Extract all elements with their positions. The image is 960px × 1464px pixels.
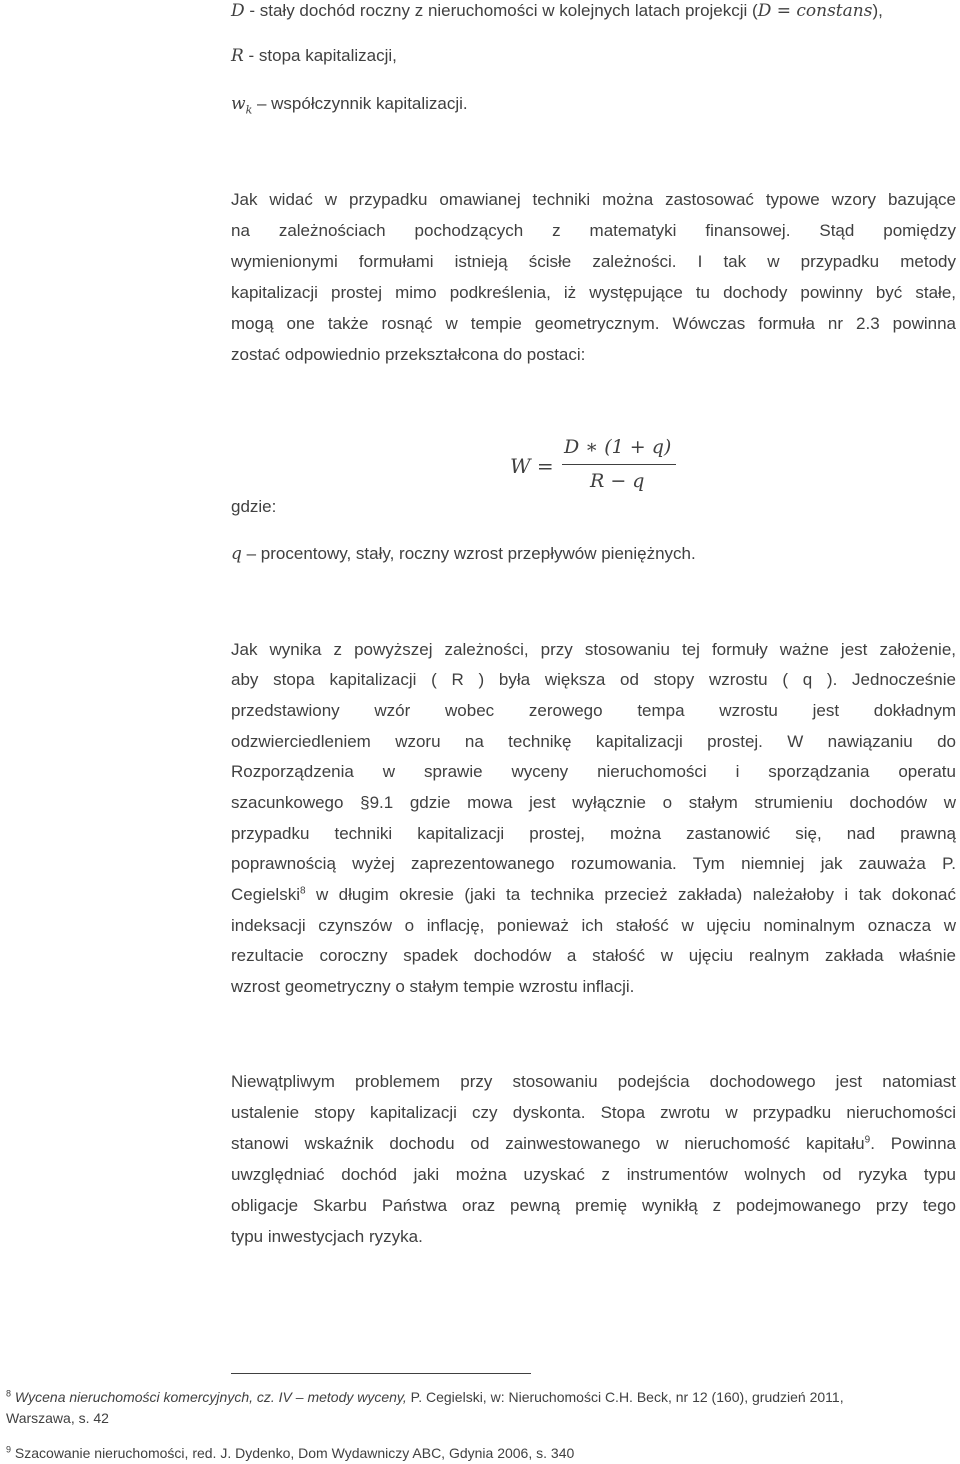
footnote-8-title: Wycena nieruchomości komercyjnych, cz. IV – metody wyceny, — [14, 1389, 407, 1405]
para2-line: poprawnością wyżej zaprezentowanego rozumowania. Tym niemniej jak zauważa P. — [231, 854, 956, 873]
para2-line: Cegielski$^8$ w długim okresie (jaki ta technika przecież zakłada) należałoby i tak dokonać — [231, 885, 956, 904]
para2-line: szacunkowego §9.1 gdzie mowa jest wyłącznie o stałym strumieniu dochodów w — [231, 793, 956, 812]
formula — [510, 432, 680, 502]
para1-line: kapitalizacji prostej mimo podkreślenia, iż występujące tu dochody powinny być stałe, — [231, 283, 956, 302]
definition-wk-text: – współczynnik kapitalizacji. — [252, 94, 468, 113]
footnote-9 — [6, 1444, 574, 1462]
para2-line: przedstawiony wzór wobec zerowego tempa wzrostu jest dokładnym — [231, 701, 956, 720]
para2-line: indeksacji czynszów o inflację, ponieważ ich stałość w ujęciu nominalnym oznacza w — [231, 916, 956, 935]
footnote-8 — [6, 1388, 844, 1406]
para2-line: Rozporządzenia w sprawie wyceny nieruchomości i sporządzania operatu — [231, 762, 956, 781]
gdzie-label: gdzie: — [231, 497, 277, 516]
para2-line: rezultacie coroczny spadek dochodów a stałość w ujęciu realnym zakłada właśnie — [231, 946, 956, 965]
para2-line: Jak wynika z powyższej zależności, przy stosowaniu tej formuły ważne jest założenie, — [231, 640, 956, 659]
formula-numerator: D ∗ (1 + q) — [564, 436, 672, 458]
fraction-bar — [562, 464, 676, 465]
symbol-w: w — [231, 94, 246, 114]
para3-line: obligacje Skarbu Państwa oraz pewną premię wynikłą z podejmowanego przy tego — [231, 1196, 956, 1215]
para3-line: ustalenie stopy kapitalizacji czy dyskonta. Stopa zwrotu w przypadku nieruchomości — [231, 1103, 956, 1122]
footnote-separator — [231, 1373, 531, 1374]
footnote-8-line2: Warszawa, s. 42 — [6, 1410, 109, 1426]
para2-last-line: wzrost geometryczny o stałym tempie wzrostu inflacji. — [231, 977, 635, 996]
definition-R-text: - stopa kapitalizacji, — [243, 46, 397, 65]
definition-q — [231, 543, 696, 565]
para1-line: wymienionymi formułami istnieją ścisłe zależności. I tak w przypadku metody — [231, 252, 956, 271]
definition-D — [231, 0, 883, 22]
para2-line: odzwierciedleniem wzoru na technikę kapitalizacji prostej. W nawiązaniu do — [231, 732, 956, 751]
formula-lhs: W = — [510, 454, 554, 478]
para1-last-line: zostać odpowiednio przekształcona do postaci: — [231, 345, 586, 364]
footnote-9-number: 9 — [6, 1444, 12, 1455]
definition-wk — [231, 93, 468, 121]
symbol-q: q — [231, 544, 242, 564]
footnote-9-text: Szacowanie nieruchomości, red. J. Dydenko, Dom Wydawniczy ABC, Gdynia 2006, s. 340 — [11, 1445, 575, 1461]
para3-last-line: typu inwestycjach ryzyka. — [231, 1227, 423, 1246]
symbol-k-subscript: k — [245, 103, 253, 117]
para1-line: Jak widać w przypadku omawianej techniki można zastosować typowe wzory bazujące — [231, 190, 956, 209]
definition-q-text: – procentowy, stały, roczny wzrost przepływów pieniężnych. — [241, 544, 696, 563]
para1-line: na zależnościach pochodzących z matematyki finansowej. Stąd pomiędzy — [231, 221, 956, 240]
para2-line: przypadku techniki kapitalizacji prostej, można zastanowić się, nad prawną — [231, 824, 956, 843]
para1-line: mogą one także rosnąć w tempie geometrycznym. Wówczas formuła nr 2.3 powinna — [231, 314, 956, 333]
para2-line: aby stopa kapitalizacji ( R ) była większa od stopy wzrostu ( q ). Jednocześnie — [231, 670, 956, 689]
symbol-R: R — [231, 46, 244, 66]
footnote-8-source: P. Cegielski, w: Nieruchomości C.H. Beck, nr 12 (160), grudzień 2011, — [406, 1389, 844, 1405]
footnote-8-number: 8 — [6, 1388, 12, 1399]
definition-D-text: - stały dochód roczny z nieruchomości w kolejnych latach projekcji ( — [244, 1, 758, 20]
para3-line: Niewątpliwym problemem przy stosowaniu podejścia dochodowego jest natomiast — [231, 1072, 956, 1091]
definition-D-tail: ), — [872, 1, 883, 20]
formula-denominator: R − q — [590, 470, 645, 492]
definition-R — [231, 45, 397, 67]
para3-line: uwzględniać dochód jaki można uzyskać z instrumentów wolnych od ryzyka typu — [231, 1165, 956, 1184]
symbol-D: D — [231, 1, 245, 21]
para3-line: stanowi wskaźnik dochodu od zainwestowanego w nieruchomość kapitału$^9$. Powinna — [231, 1134, 956, 1153]
formula-D-constans: D = constans — [757, 1, 873, 21]
